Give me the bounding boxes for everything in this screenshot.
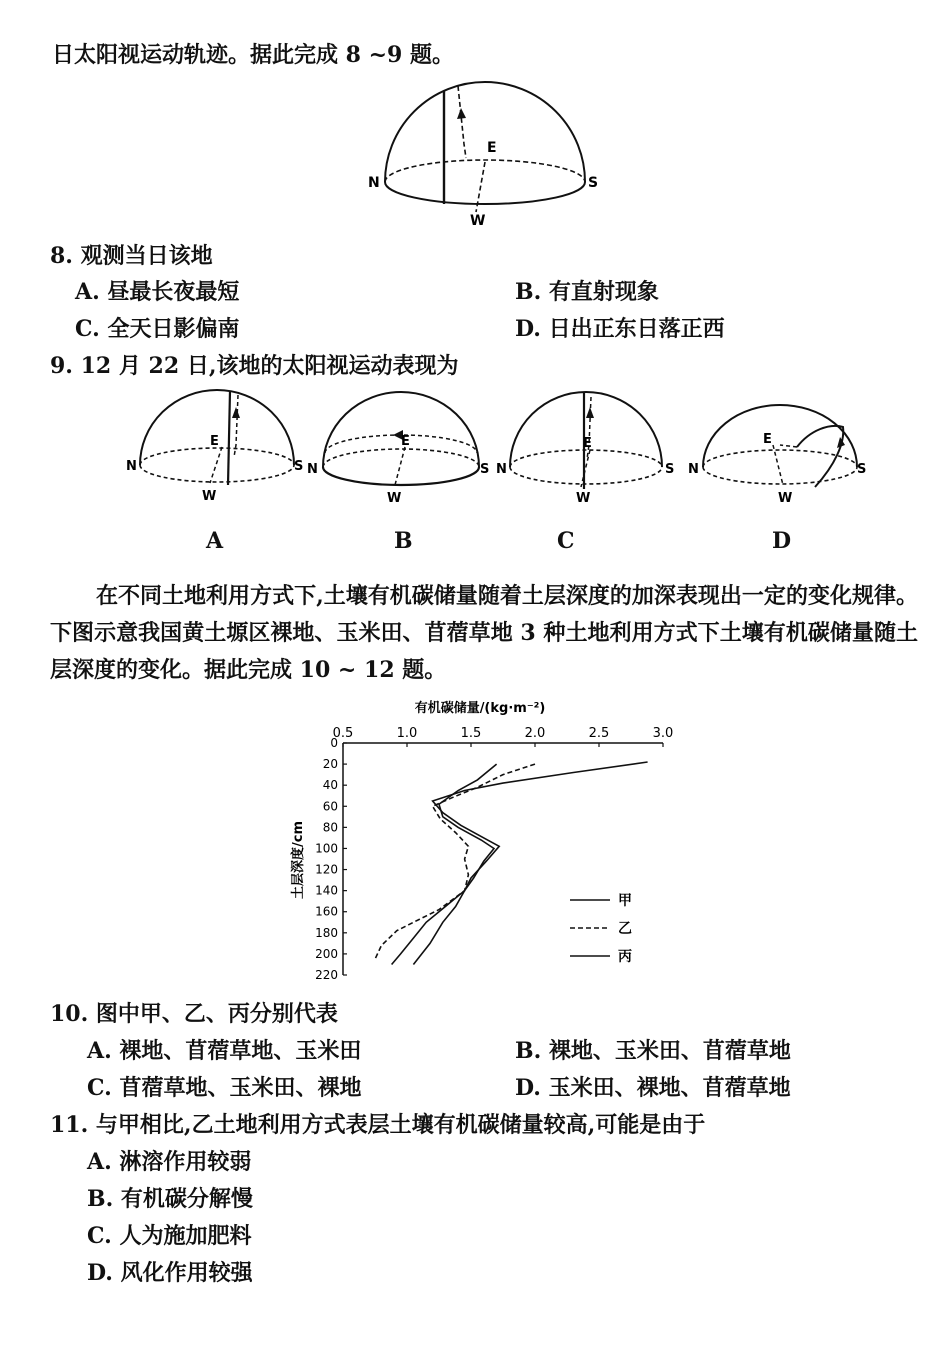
main-sun-path-diagram xyxy=(360,72,610,232)
x-tick-label-3: 2.0 xyxy=(524,726,546,741)
q8-option-a[interactable]: A. 昼最长夜最短 xyxy=(75,279,240,305)
a-label-w: W xyxy=(202,489,217,504)
q10-option-a[interactable]: A. 裸地、苜蓿草地、玉米田 xyxy=(87,1038,362,1064)
series-line-2 xyxy=(413,762,647,965)
y-tick-label-9: 180 xyxy=(315,925,338,940)
x-axis-ticks xyxy=(333,726,674,747)
d-label-s: S xyxy=(857,462,867,477)
legend-label-0: 甲 xyxy=(618,893,632,909)
label-e: E xyxy=(487,140,497,156)
y-tick-label-4: 80 xyxy=(322,820,338,835)
y-tick-label-11: 220 xyxy=(315,968,338,982)
d-label-w: W xyxy=(778,491,793,506)
legend-label-2: 丙 xyxy=(618,949,632,965)
y-tick-label-5: 100 xyxy=(315,841,338,856)
legend-label-1: 乙 xyxy=(618,921,632,937)
x-tick-label-1: 1.0 xyxy=(396,726,418,741)
q9-option-d-label[interactable]: D xyxy=(772,528,792,554)
q9-diagram-d xyxy=(685,385,875,510)
q11-option-d[interactable]: D. 风化作用较强 xyxy=(87,1260,253,1286)
passage-text: 在不同土地利用方式下,土壤有机碳储量随着土层深度的加深表现出一定的变化规律。下图示意我国黄土塬区裸地、玉米田、苜蓿草地 3 种土地利用方式下土壤有机碳储量随土层深度的变化。据此完成 10 ~ 12 题。 xyxy=(50,583,918,683)
q10-option-d[interactable]: D. 玉米田、裸地、苜蓿草地 xyxy=(515,1075,791,1101)
x-tick-label-2: 1.5 xyxy=(460,726,482,741)
q8-option-b[interactable]: B. 有直射现象 xyxy=(515,279,659,305)
y-tick-label-1: 20 xyxy=(322,757,338,772)
soil-carbon-chart xyxy=(270,690,690,995)
q9-diagram-a xyxy=(122,385,307,510)
x-tick-label-0: 0.5 xyxy=(332,726,354,741)
q9-diagram-c xyxy=(495,385,680,510)
y-axis-label: 土层深度/cm xyxy=(291,820,306,899)
y-tick-label-7: 140 xyxy=(315,883,338,898)
q9-option-a-label[interactable]: A xyxy=(206,528,224,554)
q8-option-d[interactable]: D. 日出正东日落正西 xyxy=(515,316,725,342)
y-tick-label-10: 200 xyxy=(315,946,338,961)
c-label-w: W xyxy=(576,491,591,506)
a-label-s: S xyxy=(294,459,304,474)
b-label-w: W xyxy=(387,491,402,506)
chart-legend xyxy=(570,893,632,965)
c-label-s: S xyxy=(665,462,675,477)
y-tick-label-6: 120 xyxy=(315,862,338,877)
a-label-e: E xyxy=(210,434,219,449)
y-tick-label-8: 160 xyxy=(315,904,338,919)
q11-option-b[interactable]: B. 有机碳分解慢 xyxy=(87,1186,253,1212)
q9-option-c-label[interactable]: C xyxy=(557,528,575,554)
q10-stem: 10. 图中甲、乙、丙分别代表 xyxy=(50,1001,338,1027)
q9-option-b-label[interactable]: B xyxy=(394,528,413,554)
c-label-e: E xyxy=(583,436,592,451)
x-tick-label-5: 3.0 xyxy=(652,726,674,741)
x-tick-label-4: 2.5 xyxy=(588,726,610,741)
b-label-s: S xyxy=(480,462,490,477)
y-tick-label-2: 40 xyxy=(322,778,338,793)
y-tick-label-3: 60 xyxy=(322,799,338,814)
d-label-n: N xyxy=(688,462,699,477)
y-axis-ticks xyxy=(315,736,347,982)
q9-stem: 9. 12 月 22 日,该地的太阳视运动表现为 xyxy=(50,353,459,379)
q9-diagram-b xyxy=(305,385,495,510)
y-tick-label-0: 0 xyxy=(330,736,338,750)
b-label-n: N xyxy=(307,462,318,477)
label-s: S xyxy=(588,175,599,191)
a-label-n: N xyxy=(126,459,137,474)
q11-stem: 11. 与甲相比,乙土地利用方式表层土壤有机碳储量较高,可能是由于 xyxy=(50,1112,706,1138)
d-label-e: E xyxy=(763,432,772,447)
c-label-n: N xyxy=(496,462,507,477)
q10-option-b[interactable]: B. 裸地、玉米田、苜蓿草地 xyxy=(515,1038,791,1064)
label-w: W xyxy=(470,213,486,229)
series-line-0 xyxy=(392,764,497,964)
series-group xyxy=(375,762,648,965)
intro-text: 日太阳视运动轨迹。据此完成 8 ~9 题。 xyxy=(52,42,455,68)
q10-option-c[interactable]: C. 苜蓿草地、玉米田、裸地 xyxy=(87,1075,362,1101)
q11-option-a[interactable]: A. 淋溶作用较弱 xyxy=(87,1149,252,1175)
q11-option-c[interactable]: C. 人为施加肥料 xyxy=(87,1223,252,1249)
label-n: N xyxy=(368,175,380,191)
chart-title: 有机碳储量/(kg·m⁻²) xyxy=(414,701,546,716)
q8-option-c[interactable]: C. 全天日影偏南 xyxy=(75,316,240,342)
b-label-e: E xyxy=(401,434,410,449)
q8-stem: 8. 观测当日该地 xyxy=(50,243,213,269)
